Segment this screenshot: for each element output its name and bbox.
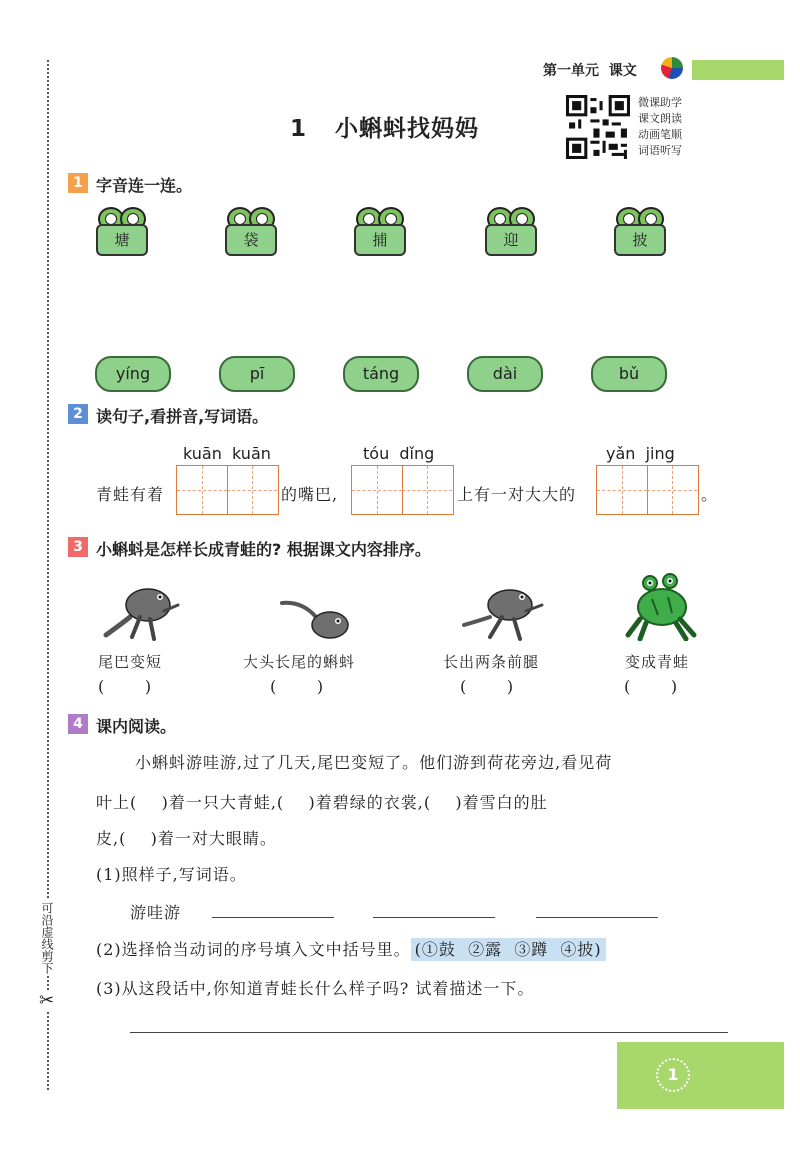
order-blank[interactable]: ( ) — [270, 677, 324, 696]
subquestion-2 — [96, 937, 606, 960]
page-number-box — [617, 1042, 784, 1109]
subquestion-1: (1)照样子,写词语。 — [96, 865, 247, 884]
stage-label: 大头长尾的蝌蚪 — [243, 653, 356, 671]
unit-header — [543, 60, 637, 80]
verb-options: (①鼓 ②露 ③蹲 ④披) — [411, 938, 606, 961]
qr-feature: 动画笔顺 — [638, 128, 682, 141]
qr-feature: 课文朗读 — [638, 112, 682, 125]
sentence-part: 青蛙有着 — [96, 485, 165, 504]
tadpole-short-tail-image — [100, 575, 184, 643]
subquestion-2-text: (2)选择恰当动词的序号填入文中括号里。 — [96, 940, 411, 959]
tadpole-front-legs-image — [460, 577, 546, 643]
subquestion-3: (3)从这段话中,你知道青蛙长什么样子吗? 试着描述一下。 — [96, 979, 535, 998]
scissors-icon: ✂ — [39, 990, 55, 1011]
pinyin-cloud[interactable]: dài — [467, 356, 543, 392]
lesson-number: 1 — [290, 116, 308, 142]
answer-line[interactable] — [536, 916, 658, 918]
frog-card[interactable] — [96, 207, 148, 267]
passage-line: 叶上( )着一只大青蛙,( )着碧绿的衣裳,( )着雪白的肚 — [96, 793, 548, 812]
passage-line: 皮,( )着一对大眼睛。 — [96, 829, 277, 848]
stage-label: 变成青蛙 — [625, 653, 690, 671]
frog-card[interactable] — [225, 207, 277, 267]
frog-image — [622, 569, 702, 641]
q2-number: 2 — [68, 404, 88, 424]
qr-code-icon[interactable] — [566, 95, 630, 159]
cut-hint: 可沿虚线剪下 — [40, 902, 54, 974]
qr-feature: 微课助学 — [638, 96, 682, 109]
frog-card[interactable] — [354, 207, 406, 267]
frog-character: 塘 — [96, 224, 148, 256]
q4-title: 课内阅读。 — [96, 717, 177, 736]
stage-label: 尾巴变短 — [98, 653, 163, 671]
pinyin-cloud[interactable]: táng — [343, 356, 419, 392]
pinyin-cloud[interactable]: pī — [219, 356, 295, 392]
header-accent-bar — [692, 60, 784, 80]
sentence-part: 的嘴巴, — [281, 485, 339, 504]
q3-number: 3 — [68, 537, 88, 557]
tadpole-image — [278, 595, 352, 641]
qr-feature-list — [638, 95, 682, 159]
order-blank[interactable]: ( ) — [460, 677, 514, 696]
order-blank[interactable]: ( ) — [624, 677, 678, 696]
lesson-title: 小蝌蚪找妈妈 — [335, 116, 480, 142]
frog-card[interactable] — [614, 207, 666, 267]
qr-feature: 词语听写 — [638, 144, 682, 157]
writing-grid[interactable] — [176, 465, 279, 515]
sentence-part: 。 — [701, 485, 719, 504]
frog-card[interactable] — [485, 207, 537, 267]
answer-line[interactable] — [373, 916, 495, 918]
writing-grid[interactable] — [596, 465, 699, 515]
section-label: 课文 — [608, 63, 637, 79]
frog-character: 袋 — [225, 224, 277, 256]
q2-title: 读句子,看拼音,写词语。 — [96, 407, 269, 426]
pinyin-hint: tóu dǐng — [363, 444, 435, 463]
sentence-part: 上有一对大大的 — [457, 485, 577, 504]
q4-number: 4 — [68, 714, 88, 734]
passage-line: 小蝌蚪游哇游,过了几天,尾巴变短了。他们游到荷花旁边,看见荷 — [135, 753, 613, 772]
frog-character: 捕 — [354, 224, 406, 256]
frog-character: 披 — [614, 224, 666, 256]
answer-line[interactable] — [212, 916, 334, 918]
q1-title: 字音连一连。 — [96, 176, 193, 195]
pinyin-cloud[interactable]: yíng — [95, 356, 171, 392]
writing-grid[interactable] — [351, 465, 454, 515]
unit-label: 第一单元 — [543, 63, 599, 79]
q1-number: 1 — [68, 173, 88, 193]
example-word: 游哇游 — [130, 903, 182, 922]
unit-ball-icon — [661, 57, 683, 79]
page-title — [290, 110, 479, 143]
pinyin-cloud[interactable]: bǔ — [591, 356, 667, 392]
answer-line[interactable] — [130, 1031, 728, 1033]
pinyin-hint: kuān kuān — [183, 444, 271, 463]
pinyin-hint: yǎn jing — [606, 444, 675, 463]
q3-title: 小蝌蚪是怎样长成青蛙的? 根据课文内容排序。 — [96, 540, 431, 559]
stage-label: 长出两条前腿 — [443, 653, 540, 671]
order-blank[interactable]: ( ) — [98, 677, 152, 696]
frog-character: 迎 — [485, 224, 537, 256]
page-number: 1 — [656, 1058, 690, 1092]
